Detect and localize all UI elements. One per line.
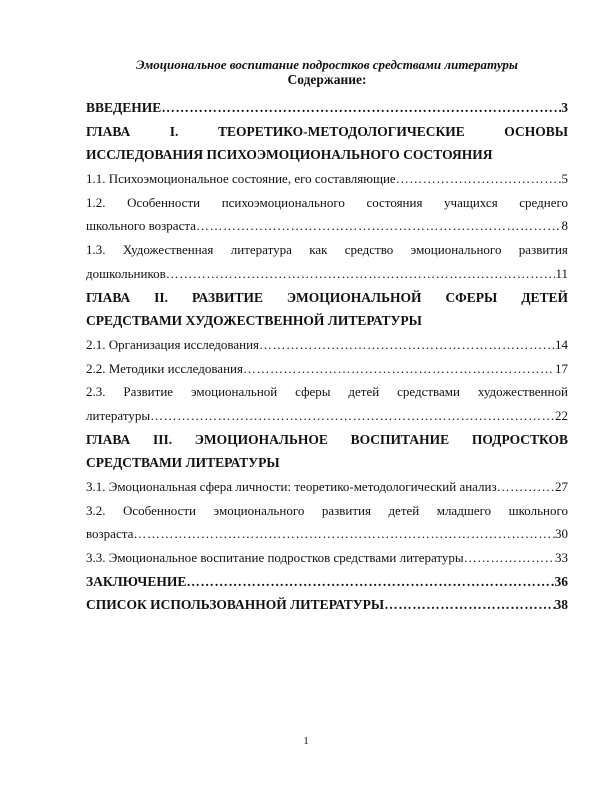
toc-entry-intro[interactable] bbox=[86, 96, 568, 120]
dot-leader bbox=[464, 546, 555, 570]
entry-word: младшего bbox=[436, 502, 492, 518]
dot-leader bbox=[150, 404, 555, 428]
entry-word: литература bbox=[230, 242, 292, 258]
toc-entry-label: 2.1. Организация исследования bbox=[86, 336, 260, 352]
toc-entry-3-2-line2[interactable] bbox=[86, 522, 568, 546]
toc-entry-label: 2.2. Методики исследования bbox=[86, 360, 243, 376]
dot-leader bbox=[196, 214, 562, 238]
toc-entry-label: литературы bbox=[86, 407, 151, 423]
dot-leader bbox=[133, 522, 555, 546]
chapter-word: I. bbox=[169, 123, 179, 139]
toc-entry-3-3[interactable] bbox=[86, 546, 568, 570]
entry-word: 1.2. bbox=[86, 194, 106, 210]
chapter-word: ПОДРОСТКОВ bbox=[471, 431, 568, 447]
entry-word: Развитие bbox=[123, 384, 174, 400]
entry-word: детей bbox=[348, 384, 380, 400]
entry-word: эмоционального bbox=[213, 502, 305, 518]
chapter-word: III. bbox=[152, 431, 173, 447]
toc-page-number: 27 bbox=[555, 479, 568, 494]
toc-entry-1-2-line1[interactable] bbox=[86, 191, 568, 215]
toc-page-number: 14 bbox=[555, 336, 568, 352]
chapter-word: ГЛАВА bbox=[86, 289, 131, 305]
chapter-word: II. bbox=[154, 289, 169, 305]
toc-chapter-2-line1[interactable] bbox=[86, 286, 568, 310]
toc-page-number: 17 bbox=[555, 360, 568, 376]
toc-page-number: 38 bbox=[554, 597, 568, 613]
toc-entry-references[interactable] bbox=[86, 593, 568, 617]
entry-word: 1.3. bbox=[86, 242, 106, 258]
entry-word: сферы bbox=[295, 384, 331, 400]
dot-leader bbox=[497, 475, 555, 499]
entry-word: детей bbox=[388, 502, 420, 518]
toc-chapter-1-line1[interactable] bbox=[86, 120, 568, 144]
dot-leader bbox=[166, 262, 556, 286]
toc-entry-2-2[interactable] bbox=[86, 357, 568, 381]
toc-chapter-2-line2[interactable]: СРЕДСТВАМИ ХУДОЖЕСТВЕННОЙ ЛИТЕРАТУРЫ bbox=[86, 313, 422, 329]
toc-entry-1-2-line2[interactable] bbox=[86, 214, 568, 238]
toc-chapter-3-line1[interactable] bbox=[86, 428, 568, 452]
toc-chapter-1-line2[interactable]: ИССЛЕДОВАНИЯ ПСИХОЭМОЦИОНАЛЬНОГО СОСТОЯНИЯ bbox=[86, 147, 493, 163]
toc-entry-label: СПИСОК ИСПОЛЬЗОВАННОЙ ЛИТЕРАТУРЫ bbox=[86, 597, 385, 613]
toc-entry-label: 3.1. Эмоциональная сфера личности: теоретико-методологический анализ bbox=[86, 479, 497, 494]
chapter-word: СФЕРЫ bbox=[445, 289, 498, 305]
entry-word: психоэмоционального bbox=[221, 194, 345, 210]
entry-word: развития bbox=[321, 502, 371, 518]
dot-leader bbox=[396, 167, 562, 191]
toc-page-number: 30 bbox=[555, 526, 568, 542]
toc-page-number: 3 bbox=[561, 100, 568, 115]
entry-word: как bbox=[309, 242, 328, 258]
toc-entry-3-1[interactable] bbox=[86, 475, 568, 499]
toc-chapter-3-line2[interactable]: СРЕДСТВАМИ ЛИТЕРАТУРЫ bbox=[86, 455, 280, 471]
toc-entry-2-1[interactable] bbox=[86, 333, 568, 357]
toc-entry-1-3-line2[interactable] bbox=[86, 262, 568, 286]
entry-word: 2.3. bbox=[86, 384, 106, 400]
entry-word: Особенности bbox=[127, 194, 201, 210]
toc-entry-3-2-line1[interactable] bbox=[86, 499, 568, 523]
chapter-word: ВОСПИТАНИЕ bbox=[350, 431, 450, 447]
chapter-word: ТЕОРЕТИКО-МЕТОДОЛОГИЧЕСКИЕ bbox=[217, 123, 465, 139]
chapter-word: ДЕТЕЙ bbox=[521, 289, 568, 305]
entry-word: Особенности bbox=[122, 502, 197, 518]
entry-word: школьного bbox=[508, 502, 568, 518]
toc-entry-label: возраста bbox=[86, 526, 134, 542]
dot-leader bbox=[186, 570, 554, 594]
toc-entry-label: дошкольников bbox=[86, 265, 166, 281]
toc-page-number: 5 bbox=[561, 171, 568, 187]
chapter-word: ГЛАВА bbox=[86, 431, 131, 447]
toc-entry-label: 3.3. Эмоциональное воспитание подростков средствами литературы bbox=[86, 550, 464, 566]
entry-word: художественной bbox=[477, 384, 568, 400]
chapter-word: ЭМОЦИОНАЛЬНОЙ bbox=[286, 289, 422, 305]
document-title: Эмоциональное воспитание подростков средствами литературы bbox=[136, 57, 518, 72]
toc-entry-label: школьного возраста bbox=[86, 218, 196, 234]
dot-leader bbox=[259, 333, 555, 357]
entry-word: состояния bbox=[366, 194, 423, 210]
entry-word: 3.2. bbox=[86, 502, 106, 518]
toc-entry-2-3-line1[interactable] bbox=[86, 380, 568, 404]
toc-entry-label: ВВЕДЕНИЕ bbox=[86, 100, 162, 115]
toc-entry-1-1[interactable] bbox=[86, 167, 568, 191]
toc-page-number: 36 bbox=[554, 573, 568, 589]
toc-entry-conclusion[interactable] bbox=[86, 570, 568, 594]
chapter-word: ГЛАВА bbox=[86, 123, 131, 139]
toc-page-number: 22 bbox=[555, 407, 568, 423]
chapter-word: РАЗВИТИЕ bbox=[191, 289, 264, 305]
entry-word: развития bbox=[518, 242, 568, 258]
toc-entry-label: 1.1. Психоэмоциональное состояние, его составляющие bbox=[86, 171, 396, 187]
table-of-contents bbox=[86, 96, 568, 617]
toc-entry-1-3-line1[interactable] bbox=[86, 238, 568, 262]
dot-leader bbox=[161, 96, 561, 120]
entry-word: эмоционального bbox=[410, 242, 502, 258]
entry-word: Художественная bbox=[122, 242, 214, 258]
entry-word: эмоциональной bbox=[190, 384, 278, 400]
dot-leader bbox=[384, 593, 554, 617]
entry-word: средствами bbox=[397, 384, 460, 400]
dot-leader bbox=[243, 357, 555, 381]
toc-heading: Содержание: bbox=[287, 72, 367, 87]
toc-entry-2-3-line2[interactable] bbox=[86, 404, 568, 428]
toc-page-number: 8 bbox=[561, 218, 568, 234]
toc-entry-label: ЗАКЛЮЧЕНИЕ bbox=[86, 573, 187, 589]
chapter-word: ОСНОВЫ bbox=[504, 123, 568, 139]
entry-word: учащихся bbox=[444, 194, 498, 210]
toc-page-number: 33 bbox=[555, 550, 568, 566]
toc-page-number: 11 bbox=[555, 265, 568, 281]
page-number: 1 bbox=[303, 735, 309, 747]
entry-word: средство bbox=[344, 242, 394, 258]
chapter-word: ЭМОЦИОНАЛЬНОЕ bbox=[194, 431, 328, 447]
entry-word: среднего bbox=[519, 194, 568, 210]
